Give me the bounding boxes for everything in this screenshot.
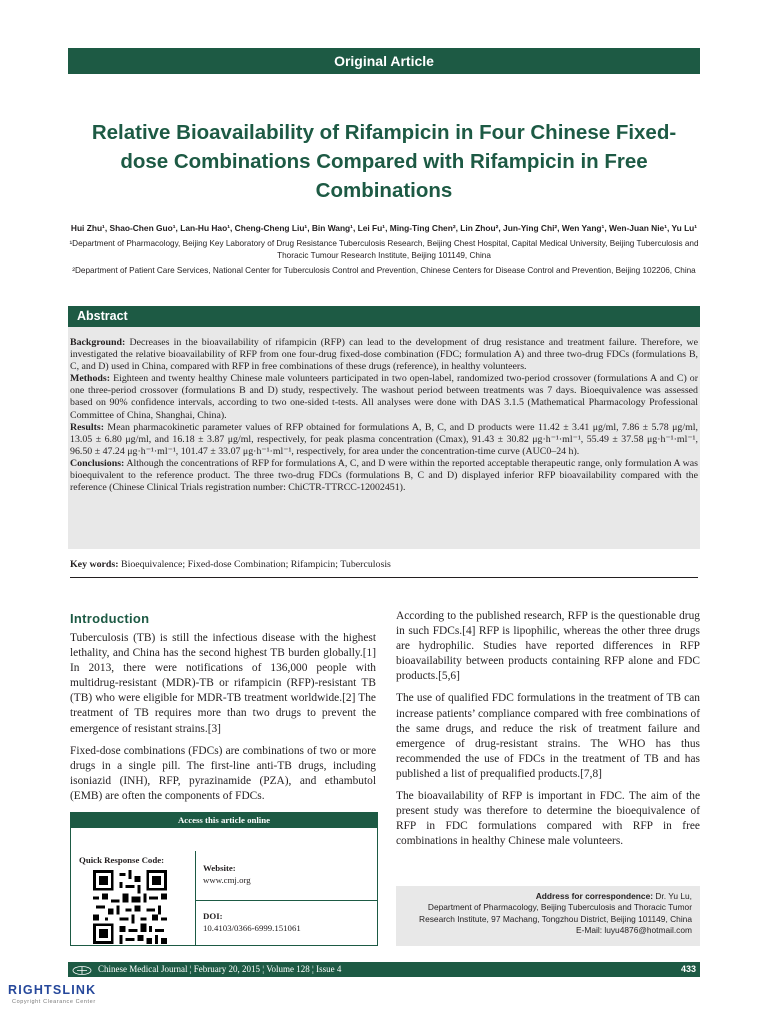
footer-citation: Chinese Medical Journal ¦ February 20, 2015 ¦ Volume 128 ¦ Issue 4 [98, 964, 342, 974]
correspondence-name: Dr. Yu Lu, [655, 891, 692, 901]
affiliation-1: ¹Department of Pharmacology, Beijing Key Laboratory of Drug Resistance Tuberculosis Research, Beijing Chest Hospital, Capital Medical University, Beijing Tuberculosis and Thoracic Tumour Research Institute, Beijing 101149, China [69, 239, 699, 260]
results-label: Results: [70, 421, 105, 433]
page-number: 433 [680, 964, 696, 974]
doi-link[interactable]: 10.4103/0366-6999.151061 [203, 923, 301, 933]
keywords-label: Key words: [70, 559, 119, 570]
methods-label: Methods: [70, 373, 111, 385]
abstract-background [70, 337, 698, 373]
qr-label: Quick Response Code: [79, 855, 165, 865]
author-list: Hui Zhu¹, Shao-Chen Guo¹, Lan-Hu Hao¹, Cheng-Cheng Liu¹, Bin Wang¹, Lei Fu¹, Ming-Ting Chen², Lin Zhou², Jun-Ying Chi², Wen Yang¹, Wen-Juan Nie¹, Yu Lu¹ [70, 223, 698, 233]
footer-journal: Chinese Medical Journal [98, 964, 188, 974]
journal-logo-icon [72, 966, 92, 975]
doi-label: DOI: [203, 911, 223, 921]
right-column [396, 609, 700, 856]
abstract-body [70, 337, 698, 494]
correspondence-line: Research Institute, 97 Machang, Tongzhou District, Beijing 101149, China [419, 913, 692, 924]
article-title: Relative Bioavailability of Rifampicin in Four Chinese Fixed-dose Combinations Compared with Rifampicin in Free Combinations [91, 121, 677, 202]
keywords-text: Bioequivalence; Fixed-dose Combination; Rifampicin; Tuberculosis [121, 559, 391, 570]
correspondence-header [396, 891, 692, 902]
abstract-heading: Abstract [68, 306, 700, 327]
keywords [70, 559, 698, 578]
correspondence-text [396, 891, 692, 937]
background-label: Background: [70, 337, 126, 348]
intro-paragraph: The use of qualified FDC formulations in the treatment of TB can increase patients’ compliance compared with free combinations of the same drugs, and reduce the risk of treatment failure and emergence of drug-resistant strains. The WHO has thus recommended the use of FDCs in the treatment of TB and has published a list of prequalified products.[7,8] [396, 692, 700, 780]
access-article-box [70, 812, 378, 946]
correspondence-email[interactable]: E-Mail: luyu4876@hotmail.com [575, 925, 692, 936]
divider [195, 851, 196, 945]
abstract-conclusions [70, 458, 698, 494]
affiliation-2: ²Department of Patient Care Services, National Center for Tuberculosis Control and Prevention, Chinese Centers for Disease Control and Prevention, Beijing 102206, China [72, 266, 696, 275]
footer-volume: Volume 128 [266, 964, 310, 974]
correspondence-label: Address for correspondence: [535, 891, 654, 901]
rightslink-tagline: Copyright Clearance Center [12, 999, 96, 1005]
left-column [70, 631, 376, 811]
website-label: Website: [203, 863, 236, 873]
footer-issue: Issue 4 [316, 964, 342, 974]
intro-paragraph: According to the published research, RFP is the questionable drug in such FDCs.[4] RFP is lipophilic, whereas the other three drugs are hydrophilic. Studies have reported differences in RFP bioavailability between products containing RFP alone and FDC products.[5,6] [396, 610, 700, 683]
introduction-heading: Introduction [70, 611, 150, 626]
intro-paragraph: The bioavailability of RFP is important in FDC. The aim of the present study was therefore to determine the bioequivalence of RFP in FDC formulations compared with RFP in free combinations in healthy Chinese male volunteers. [396, 790, 700, 848]
conclusions-label: Conclusions: [70, 457, 125, 469]
background-text: Decreases in the bioavailability of rifampicin (RFP) can lead to the development of drug resistance and treatment failure. Therefore, we investigated the relative bioavailability of RFP from one four-drug fixed-dose combination (FDC; formulation A) and three two-drug FDCs (formulations B, C, and D) used in China, compared with RFP in free combinations of these drugs (reference), in healthy volunteers. [70, 337, 699, 373]
correspondence-line: Department of Pharmacology, Beijing Tuberculosis and Thoracic Tumor [427, 902, 692, 913]
divider [195, 900, 377, 901]
access-heading: Access this article online [71, 813, 377, 828]
intro-paragraph: Tuberculosis (TB) is still the infectious disease with the highest lethality, and China has the second highest TB burden globally.[1] In 2013, there were notifications of 136,000 people with multidrug-resistant (MDR)-TB or rifampicin (RFP)-resistant TB (TB) who were eligible for MDR-TB treatment worldwide.[2] The treatment of TB requires more than two drugs to prevent the emergence of resistant strains.[3] [70, 632, 376, 735]
footer-date: February 20, 2015 [193, 964, 261, 974]
conclusions-text: Although the concentrations of RFP for formulations A, C, and D were within the reported acceptable therapeutic range, only formulation A was bioequivalent to the reference product. The three two-drug FDCs (formulations B, C and D) displayed inferior RFP bioavailability compared with the reference (Chinese Clinical Trials registration number: ChiCTR-TTRCC-12002451). [70, 457, 698, 494]
methods-text: Eighteen and twenty healthy Chinese male volunteers participated in two open-label, randomized two-period crossover (formulations A and C) or one three-period crossover (formulations B and D) study, respectively. The washout period between treatments was 7 days. Bioequivalence was assessed based on 90% confidence intervals, according to two one-sided t-tests. All analyses were done with DAS 3.1.5 (Mathematical Pharmacology Professional Committee of China, Shanghai, China). [70, 373, 699, 421]
intro-paragraph: Fixed-dose combinations (FDCs) are combinations of two or more drugs in a single pill. The first-line anti-TB drugs, including isoniazid (INH), RFP, pyrazinamide (PZA), and ethambutol (EMB) are often the components of FDCs. [70, 744, 376, 802]
rightslink-logo[interactable]: RIGHTSLINK [8, 983, 97, 997]
abstract-methods [70, 373, 698, 421]
results-text: Mean pharmacokinetic parameter values of RFP obtained for formulations A, B, C, and D products were 11.42 ± 3.41 μg/ml, 7.86 ± 5.78 μg/ml, 13.05 ± 6.80 μg/ml, and 16.18 ± 3.87 μg/ml, respectively, for peak plasma concentration (Cmax), 91.43 ± 30.82 μg·h⁻¹·ml⁻¹, 55.49 ± 37.58 μg·h⁻¹·ml⁻¹, 96.50 ± 47.24 μg·h⁻¹·ml⁻¹, 101.47 ± 33.07 μg·h⁻¹·ml⁻¹, respectively, for area under the concentration-time curve (AUC0–24 h). [70, 421, 699, 457]
abstract-results [70, 422, 698, 458]
website-link[interactable]: www.cmj.org [203, 875, 251, 885]
qr-code-icon[interactable] [93, 870, 167, 944]
article-type-banner: Original Article [68, 48, 700, 74]
